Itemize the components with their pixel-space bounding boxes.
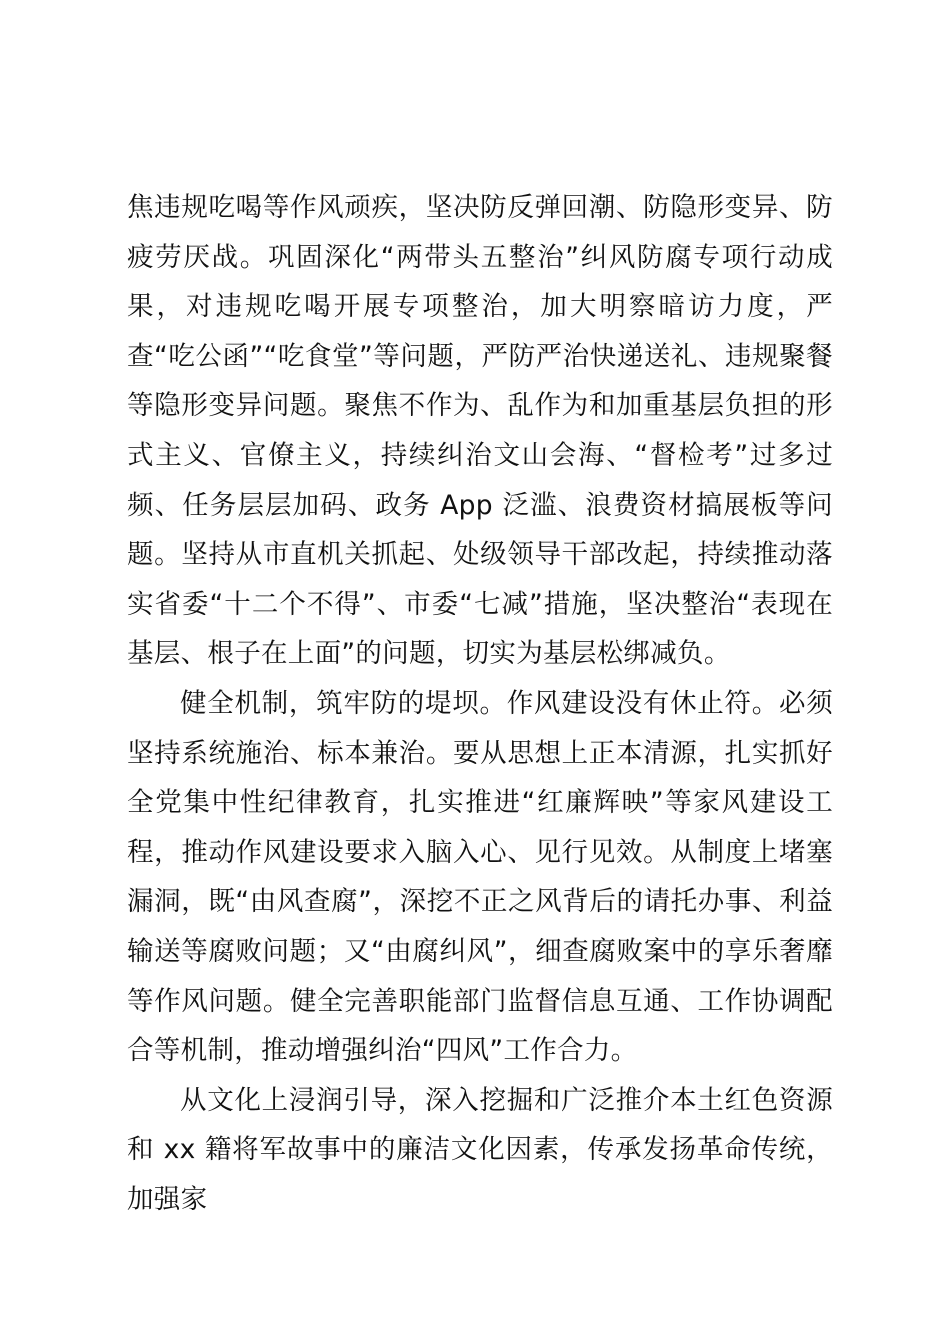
paragraph-2: 健全机制，筑牢防的堤坝。作风建设没有休止符。必须坚持系统施治、标本兼治。要从思想上正本清源，扎实抓好全党集中性纪律教育，扎实推进“红廉辉映”等家风建设工程，推动作风建设要求入脑入心、见行见效。从制度上堵塞漏洞，既“由风查腐”，深挖不正之风背后的请托办事、利益输送等腐败问题；又“由腐纠风”，细查腐败案中的享乐奢靡等作风问题。健全完善职能部门监督信息互通、工作协调配合等机制，推动增强纠治“四风”工作合力。 [127,687,833,1067]
paragraph-1: 焦违规吃喝等作风顽疾，坚决防反弹回潮、防隐形变异、防疲劳厌战。巩固深化“两带头五整治”纠风防腐专项行动成果，对违规吃喝开展专项整治，加大明察暗访力度，严查“吃公函”“吃食堂”等问题，严防严治快递送礼、违规聚餐等隐形变异问题。聚焦不作为、乱作为和加重基层负担的形式主义、官僚主义，持续纠治文山会海、“督检考”过多过频、任务层层加码、政务 App 泛滥、浪费资材搞展板等问题。坚持从市直机关抓起、处级领导干部改起，持续推动落实省委“十二个不得”、市委“七减”措施，坚决整治“表现在基层、根子在上面”的问题，切实为基层松绑减负。 [127,192,833,670]
document-body [127,183,833,1224]
paragraph-3: 从文化上浸润引导，深入挖掘和广泛推介本土红色资源和 xx 籍将军故事中的廉洁文化因素，传承发扬革命传统，加强家 [127,1084,833,1215]
